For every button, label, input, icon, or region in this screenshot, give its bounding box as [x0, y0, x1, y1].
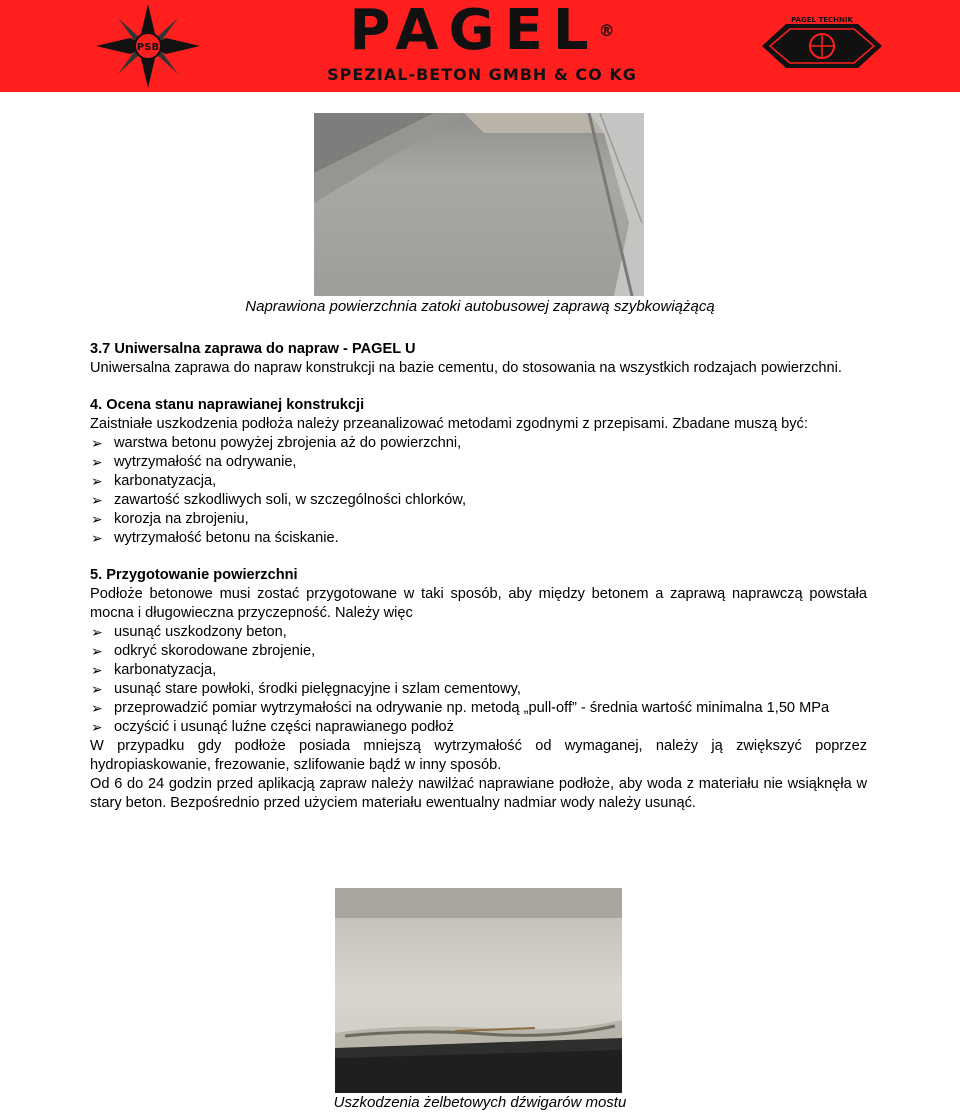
photo-caption-bridge: Uszkodzenia żelbetowych dźwigarów mostu: [333, 1094, 627, 1111]
bridge-girder-damage-photo: [335, 888, 622, 1093]
section-3-7-heading: 3.7 Uniwersalna zaprawa do napraw - PAGEL U: [90, 341, 416, 357]
arrow-bullet-icon: ➢: [91, 643, 103, 659]
list-item: ➢ odkryć skorodowane zbrojenie,: [91, 643, 316, 659]
arrow-bullet-icon: ➢: [91, 530, 103, 546]
arrow-bullet-icon: ➢: [91, 511, 103, 527]
header-banner: [0, 0, 960, 92]
section-4-text: Zaistniałe uszkodzenia podłoża należy przeanalizować metodami zgodnymi z przepisami. Zbadane muszą być:: [90, 416, 808, 432]
list-item: ➢ przeprowadzić pomiar wytrzymałości na odrywanie np. metodą „pull-off” - średnia wartość minimalna 1,50 MPa: [91, 700, 830, 716]
list-item: ➢ korozja na zbrojeniu,: [91, 511, 249, 527]
section-5-paragraph-strength: W przypadku gdy podłoże posiada mniejszą wytrzymałość od wymaganej, należy ją zwiększyć poprzez hydropiaskowanie, frezowanie, szlifowanie bądź w inny sposób.: [90, 738, 867, 773]
section-5-text: Podłoże betonowe musi zostać przygotowane w taki sposób, aby między betonem a zaprawą naprawczą powstała mocna i długowieczna przyczepność. Należy więc: [90, 586, 867, 621]
section-5-number: 5.: [90, 567, 103, 583]
list-item: ➢ warstwa betonu powyżej zbrojenia aż do powierzchni,: [91, 435, 462, 451]
pagel-technik-logo-icon: [756, 16, 888, 76]
emblem-top-text: PAGEL TECHNIK: [791, 16, 853, 24]
arrow-bullet-icon: ➢: [91, 624, 103, 640]
arrow-bullet-icon: ➢: [91, 492, 103, 508]
section-4-heading: [90, 396, 867, 415]
arrow-bullet-icon: ➢: [91, 454, 103, 470]
list-item: ➢ wytrzymałość betonu na ściskanie.: [91, 530, 339, 546]
arrow-bullet-icon: ➢: [91, 435, 103, 451]
document-body: [90, 340, 867, 813]
list-item: ➢ oczyścić i usunąć luźne części naprawianego podłoż: [91, 719, 454, 735]
section-5-title: Przygotowanie powierzchni: [106, 567, 298, 583]
section-5-list: [90, 623, 867, 737]
list-item: ➢ karbonatyzacja,: [91, 473, 217, 489]
section-4-title: Ocena stanu naprawianej konstrukcji: [106, 397, 365, 413]
list-item: ➢ karbonatyzacja,: [91, 662, 217, 678]
list-item: ➢ usunąć stare powłoki, środki pielęgnacyjne i szlam cementowy,: [91, 681, 521, 697]
section-5-heading: [90, 566, 867, 585]
company-subtitle: SPEZIAL-BETON GMBH & CO KG: [327, 65, 637, 84]
arrow-bullet-icon: ➢: [91, 473, 103, 489]
arrow-bullet-icon: ➢: [91, 700, 103, 716]
arrow-bullet-icon: ➢: [91, 681, 103, 697]
brand-logo-text: [292, 0, 672, 63]
list-item: ➢ usunąć uszkodzony beton,: [91, 624, 287, 640]
list-item: ➢ zawartość szkodliwych soli, w szczególności chlorków,: [91, 492, 466, 508]
emblem-text: PSB: [136, 42, 160, 53]
list-item: ➢ wytrzymałość na odrywanie,: [91, 454, 297, 470]
compass-star-logo-icon: [96, 4, 200, 88]
registered-mark: ®: [598, 21, 615, 40]
section-3-7-text: Uniwersalna zaprawa do napraw konstrukcji na bazie cementu, do stosowania na wszystkich rodzajach powierzchni.: [90, 360, 842, 376]
section-5-paragraph-moisten: Od 6 do 24 godzin przed aplikacją zapraw należy nawilżać naprawiane podłoże, aby woda z materiału nie wsiąknęła w stary beton. Bezpośrednio przed użyciem materiału ewentualny nadmiar wody należy usunąć.: [90, 776, 867, 811]
bus-bay-repaired-photo: [314, 113, 644, 296]
arrow-bullet-icon: ➢: [91, 719, 103, 735]
brand-name: PAGEL: [349, 0, 599, 63]
photo-caption-bus-bay: Naprawiona powierzchnia zatoki autobusowej zaprawą szybkowiążącą: [245, 298, 715, 315]
arrow-bullet-icon: ➢: [91, 662, 103, 678]
section-4-number: 4.: [90, 397, 103, 413]
section-4-list: [90, 434, 867, 548]
